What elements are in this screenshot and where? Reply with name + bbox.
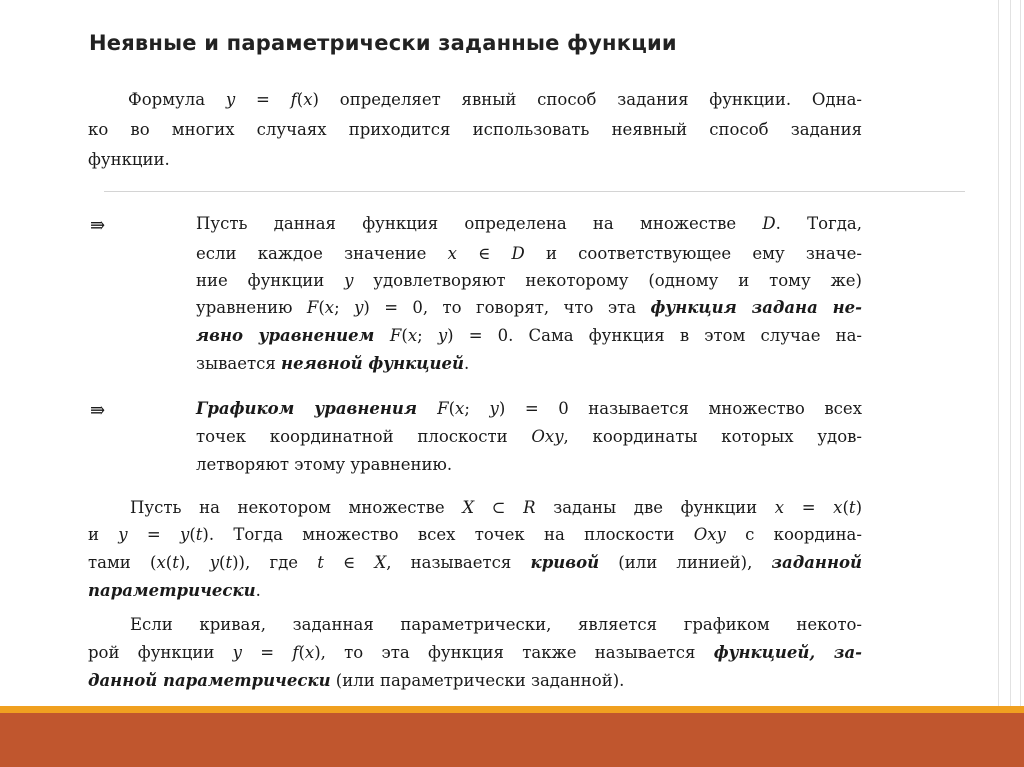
section-divider [104,191,965,192]
def2-line-3: летворяют этому уравнению. [196,455,453,474]
def1-line-6: зывается неявной функцией. [196,354,470,373]
param2-line-1: Если кривая, заданная параметрически, является графиком некото- [130,615,862,634]
param-line-3: тами (x(t), y(t)), где t ∈ X, называется кривой (или линией), заданной [88,553,862,572]
param-line-1: Пусть на некотором множестве X ⊂ R заданы две функции x = x(t) [130,498,862,517]
footer-bar [0,713,1024,767]
param-line-2: и y = y(t). Тогда множество всех точек на плоскости Oxy с координа- [88,525,862,544]
slide-right-border [984,0,1024,712]
intro-line-2: ко во многих случаях приходится использовать неявный способ задания [88,120,862,139]
definition-marker-icon: ⇛ [90,215,106,236]
param2-line-2: рой функции y = f(x), то эта функция также называется функцией, за- [88,643,862,662]
def1-line-5: явно уравнением F(x; y) = 0. Сама функция в этом случае на- [196,326,862,345]
param-line-4: параметрически. [88,581,261,600]
def1-line-4: уравнению F(x; y) = 0, то говорят, что эта функция задана не- [196,298,863,317]
intro-line-3: функции. [88,150,170,169]
footer-accent-stripe [0,706,1024,713]
def1-line-3: ние функции y удовлетворяют некоторому (одному и тому же) [196,271,862,290]
param2-line-3: данной параметрически (или параметрически заданной). [88,671,625,690]
def1-line-1: Пусть данная функция определена на множестве D. Тогда, [196,214,862,233]
def2-line-2: точек координатной плоскости Oxy, координаты которых удов- [196,427,863,446]
slide-title: Неявные и параметрически заданные функции [89,31,677,55]
def2-line-1: Графиком уравнения F(x; y) = 0 называется множество всех [196,399,862,418]
def1-line-2: если каждое значение x ∈ D и соответствующее ему значе- [196,244,862,263]
definition-marker-icon: ⇛ [90,400,106,421]
intro-line-1: Формула y = f(x) определяет явный способ задания функции. Одна- [128,90,862,109]
